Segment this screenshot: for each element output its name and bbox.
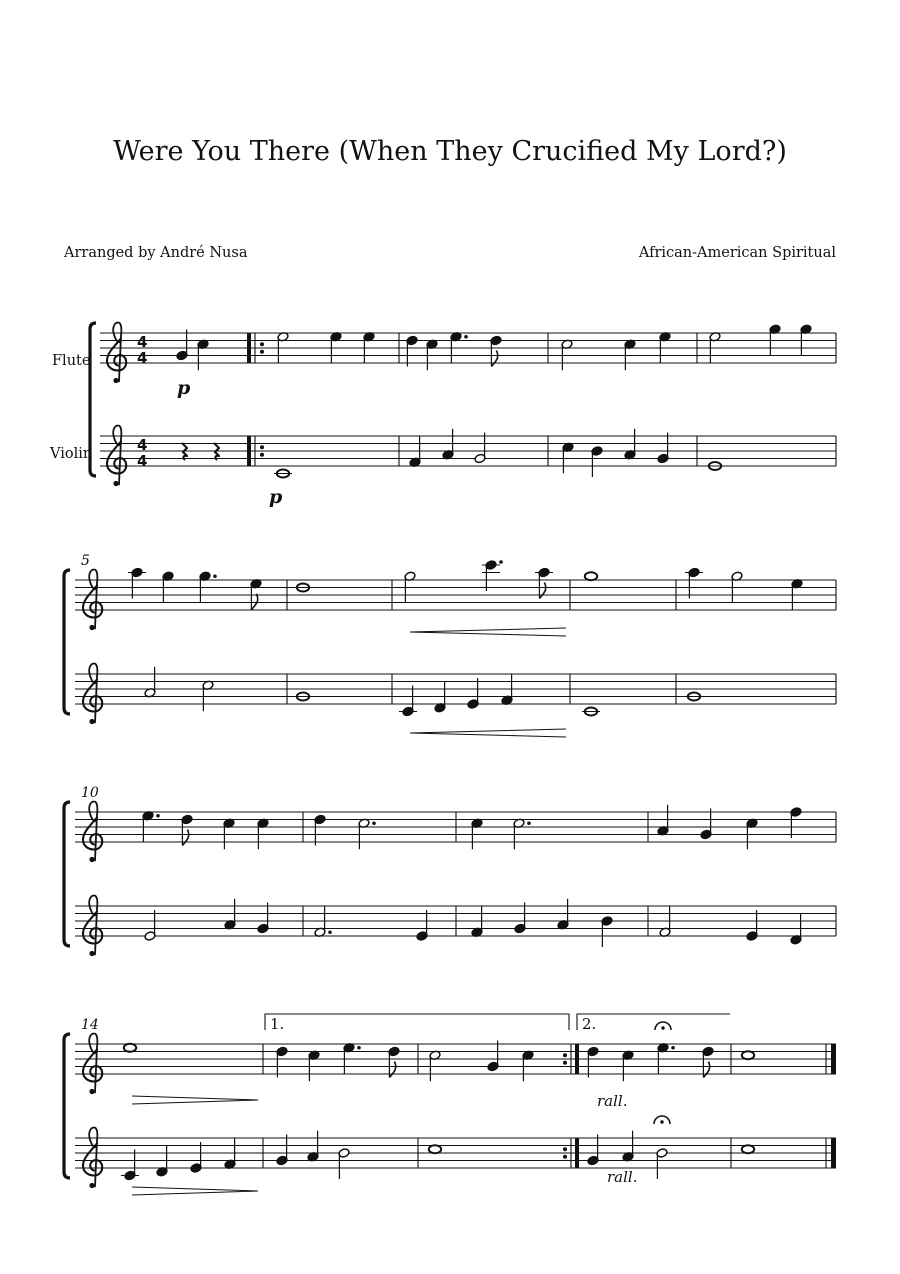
quarter-rest: [182, 443, 187, 460]
note-flag: [491, 351, 497, 367]
dynamic-marking: p: [269, 486, 283, 508]
treble-clef-icon: [107, 323, 126, 384]
score-title: Were You There (When They Crucified My Lord?): [113, 136, 787, 167]
crescendo-hairpin-icon: [410, 729, 566, 737]
volta-bracket-1: [265, 1014, 569, 1030]
time-signature-bottom: 4: [137, 349, 148, 367]
augmentation-dot: [156, 814, 160, 818]
note-head: [585, 572, 597, 580]
ritardando-marking: rall.: [607, 1168, 638, 1186]
treble-clef-icon: [83, 896, 102, 957]
treble-clef-icon: [83, 664, 102, 725]
repeat-dot: [563, 1053, 567, 1057]
measure-number: 14: [81, 1017, 99, 1033]
thick-barline: [247, 436, 251, 466]
treble-clef-icon: [83, 1128, 102, 1189]
repeat-dot: [260, 350, 264, 354]
augmentation-dot: [213, 574, 217, 578]
thick-barline: [575, 1044, 579, 1074]
crescendo-hairpin-icon: [132, 1096, 258, 1104]
note-flag: [389, 1062, 395, 1078]
repeat-dot: [563, 1061, 567, 1065]
time-signature-bottom: 4: [137, 452, 148, 470]
arranger-credit: Arranged by André Nusa: [64, 245, 248, 261]
augmentation-dot: [357, 1046, 361, 1050]
volta-label-1: 1.: [270, 1015, 285, 1033]
quarter-rest: [214, 443, 219, 460]
measure-number: 5: [81, 553, 90, 569]
time-signature-top: 4: [137, 436, 148, 454]
augmentation-dot: [464, 335, 468, 339]
volta-bracket-2: [577, 1014, 730, 1030]
final-barline: [831, 1138, 836, 1168]
treble-clef-icon: [83, 570, 102, 631]
note-head: [124, 1044, 136, 1052]
instrument-label-violin: Violin: [50, 446, 93, 462]
repeat-dot: [563, 1155, 567, 1159]
treble-clef-icon: [83, 802, 102, 863]
repeat-dot: [260, 445, 264, 449]
note-flag: [539, 583, 545, 599]
note-head: [429, 1145, 441, 1153]
treble-clef-icon: [107, 426, 126, 487]
augmentation-dot: [671, 1046, 675, 1050]
dynamic-marking: p: [177, 377, 191, 399]
composer-credit: African-American Spiritual: [638, 245, 836, 261]
crescendo-hairpin-icon: [132, 1187, 258, 1195]
crescendo-hairpin-icon: [410, 628, 566, 636]
fermata-dot: [660, 1120, 663, 1123]
fermata-dot: [661, 1026, 664, 1029]
repeat-dot: [260, 342, 264, 346]
treble-clef-icon: [83, 1034, 102, 1095]
system-bracket: [64, 802, 70, 946]
system-bracket: [64, 1034, 70, 1178]
repeat-dot: [260, 453, 264, 457]
volta-label-2: 2.: [582, 1015, 597, 1033]
ritardando-marking: rall.: [597, 1092, 628, 1110]
note-head: [742, 1051, 754, 1059]
thick-barline: [247, 333, 251, 363]
augmentation-dot: [499, 560, 503, 564]
instrument-label-flute: Flute: [52, 353, 91, 369]
note-flag: [182, 830, 188, 846]
thick-barline: [575, 1138, 579, 1168]
augmentation-dot: [372, 821, 376, 825]
final-barline: [831, 1044, 836, 1074]
repeat-dot: [563, 1147, 567, 1151]
note-flag: [703, 1062, 709, 1078]
time-signature-top: 4: [137, 333, 148, 351]
augmentation-dot: [328, 930, 332, 934]
note-head: [742, 1145, 754, 1153]
system-bracket: [64, 570, 70, 714]
measure-number: 10: [81, 785, 99, 801]
note-flag: [251, 594, 257, 610]
augmentation-dot: [527, 821, 531, 825]
